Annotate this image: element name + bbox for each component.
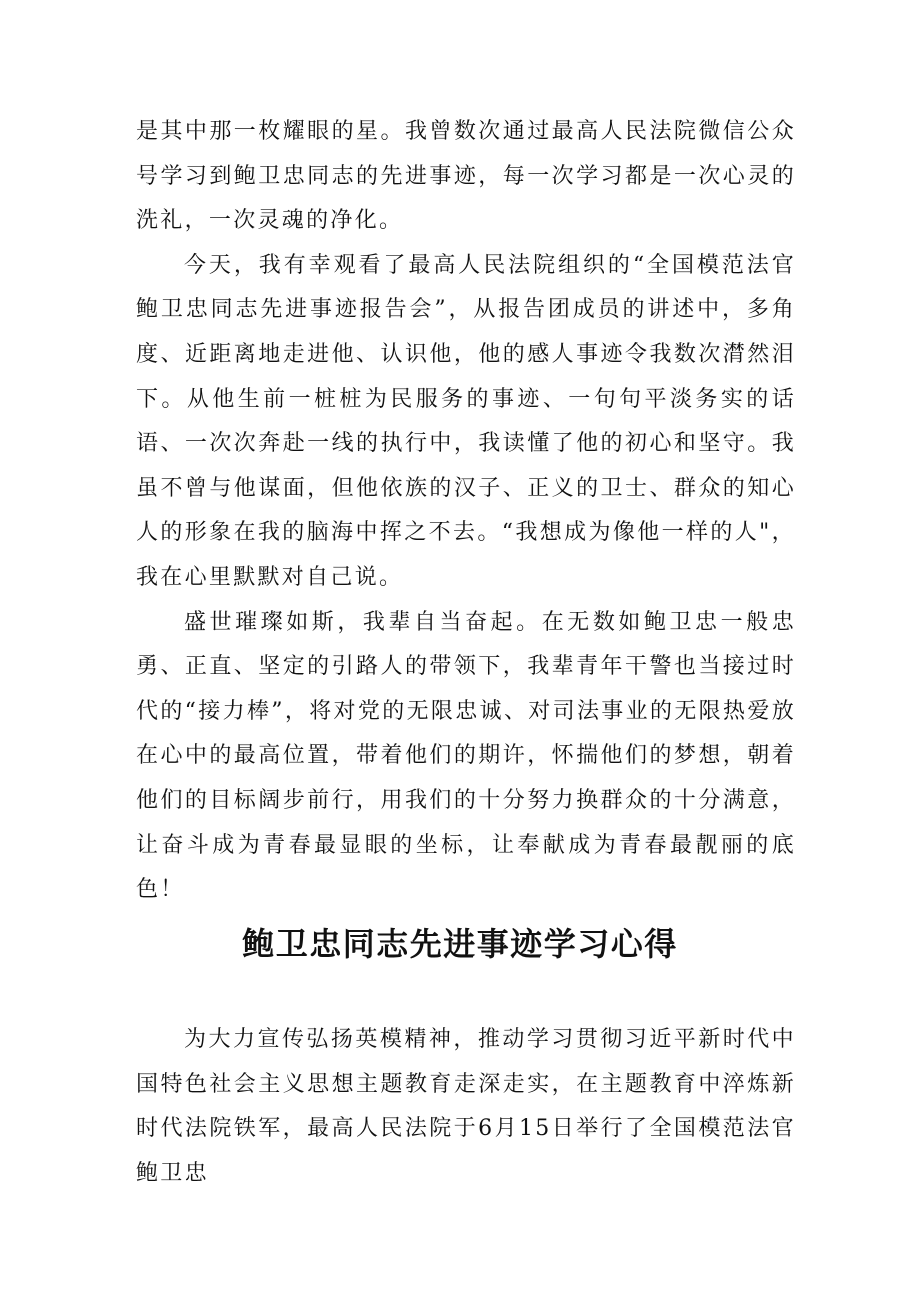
body-text-lower (136, 1018, 796, 1196)
paragraph-report-meeting: 今天，我有幸观看了最高人民法院组织的“全国模范法官鲍卫忠同志先进事迹报告会”，从报告团成员的讲述中，多角度、近距离地走进他、认识他，他的感人事迹令我数次潸然泪下。从他生前一桩桩为民服务的事迹、一句句平淡务实的话语、一次次奔赴一线的执行中，我读懂了他的初心和坚守。我虽不曾与他谋面，但他依族的汉子、正义的卫士、群众的知心人的形象在我的脑海中挥之不去。“我想成为像他一样的人"，我在心里默默对自己说。 (136, 252, 796, 590)
article-title: 鲍卫忠同志先进事迹学习心得 (242, 925, 678, 963)
paragraph-intro: 为大力宣传弘扬英模精神，推动学习贯彻习近平新时代中国特色社会主义思想主题教育走深走实，在主题教育中淬炼新时代法院铁军，最高人民法院于6月15日举行了全国模范法官鲍卫忠 (136, 1027, 796, 1186)
paragraph-youth-call: 盛世璀璨如斯，我辈自当奋起。在无数如鲍卫忠一般忠勇、正直、坚定的引路人的带领下，我辈青年干警也当接过时代的“接力棒”，将对党的无限忠诚、对司法事业的无限热爱放在心中的最高位置，带着他们的期许，怀揣他们的梦想，朝着他们的目标阔步前行，用我们的十分努力换群众的十分满意，让奋斗成为青春最显眼的坐标，让奉献成为青春最靓丽的底色！ (136, 609, 796, 903)
body-text-upper (136, 110, 796, 913)
paragraph-continuation: 是其中那一枚耀眼的星。我曾数次通过最高人民法院微信公众号学习到鲍卫忠同志的先进事迹，每一次学习都是一次心灵的洗礼，一次灵魂的净化。 (136, 119, 796, 234)
